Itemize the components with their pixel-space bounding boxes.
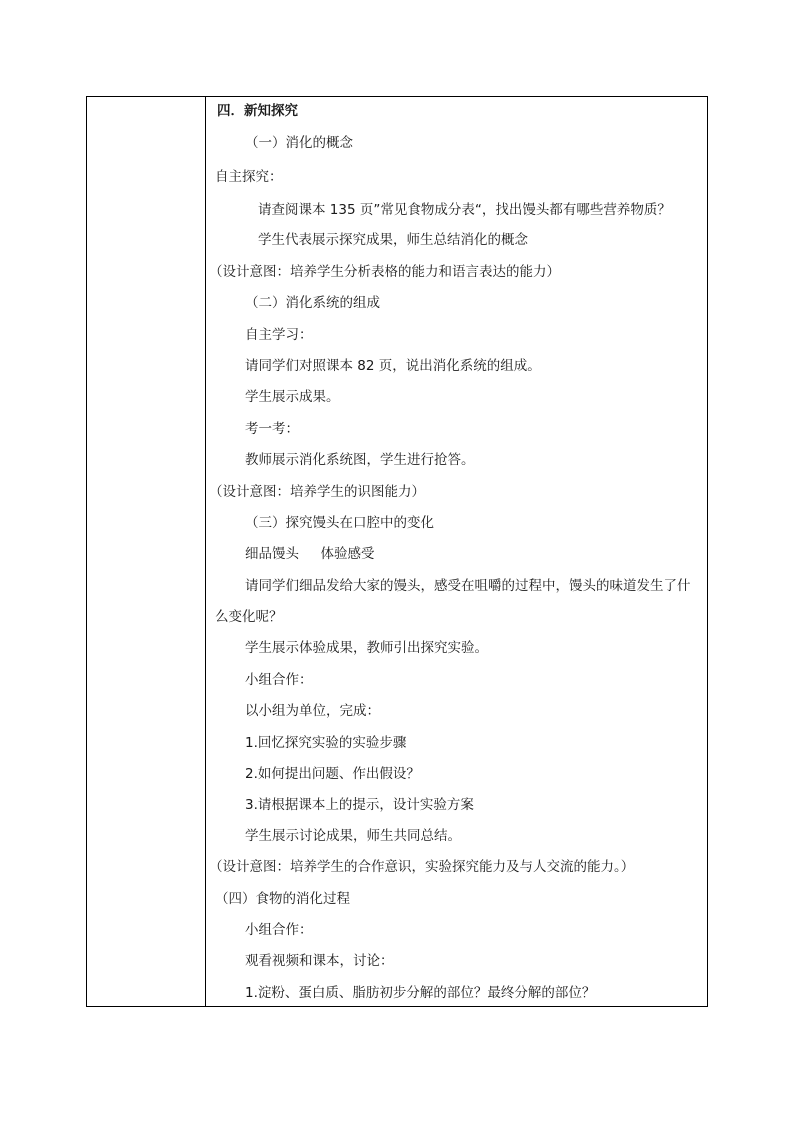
subsection-title: （一）消化的概念 [245,135,353,151]
column-divider [205,97,206,1006]
text-line: 请查阅课本 135 页”常见食物成分表“，找出馒头都有哪些营养物质？ [258,202,671,218]
text-line: 请同学们对照课本 82 页，说出消化系统的组成。 [245,358,541,374]
list-item: 1.淀粉、蛋白质、脂肪初步分解的部位？最终分解的部位？ [245,985,596,1001]
design-intent: （设计意图：培养学生分析表格的能力和语言表达的能力） [209,264,560,280]
subsection-title: （二）消化系统的组成 [245,295,380,311]
list-item: 2.如何提出问题、作出假设？ [245,766,420,782]
lesson-table [86,96,708,1007]
section-heading: 四．新知探究 [217,103,298,119]
text-line: 学生展示讨论成果，师生共同总结。 [245,828,461,844]
content-cell [209,97,701,1006]
text-line: 小组合作： [245,672,313,688]
text-line: 学生代表展示探究成果，师生总结消化的概念 [258,232,528,248]
text-line: 学生展示成果。 [245,389,340,405]
subsection-title: （三）探究馒头在口腔中的变化 [245,515,434,531]
text-line: 以小组为单位，完成： [245,703,380,719]
text-line: 自主学习： [245,327,313,343]
text-line: 教师展示消化系统图，学生进行抢答。 [245,452,475,468]
list-item: 3.请根据课本上的提示，设计实验方案 [245,797,474,813]
text-line: 请同学们细品发给大家的馒头，感受在咀嚼的过程中，馒头的味道发生了什 [245,578,691,594]
design-intent: （设计意图：培养学生的识图能力） [209,484,425,500]
text-line: 考一考： [245,421,299,437]
subsection-title: （四）食物的消化过程 [215,891,350,907]
text-line: 么变化呢？ [215,609,283,625]
text-line: 自主探究： [215,169,283,185]
text-line: 学生展示体验成果，教师引出探究实验。 [245,640,488,656]
text-line: 小组合作： [245,922,313,938]
design-intent: （设计意图：培养学生的合作意识，实验探究能力及与人交流的能力。） [209,859,635,875]
list-item: 1.回忆探究实验的实验步骤 [245,735,407,751]
text-line: 细品馒头 体验感受 [245,546,375,562]
text-line: 观看视频和课本，讨论： [245,953,394,969]
